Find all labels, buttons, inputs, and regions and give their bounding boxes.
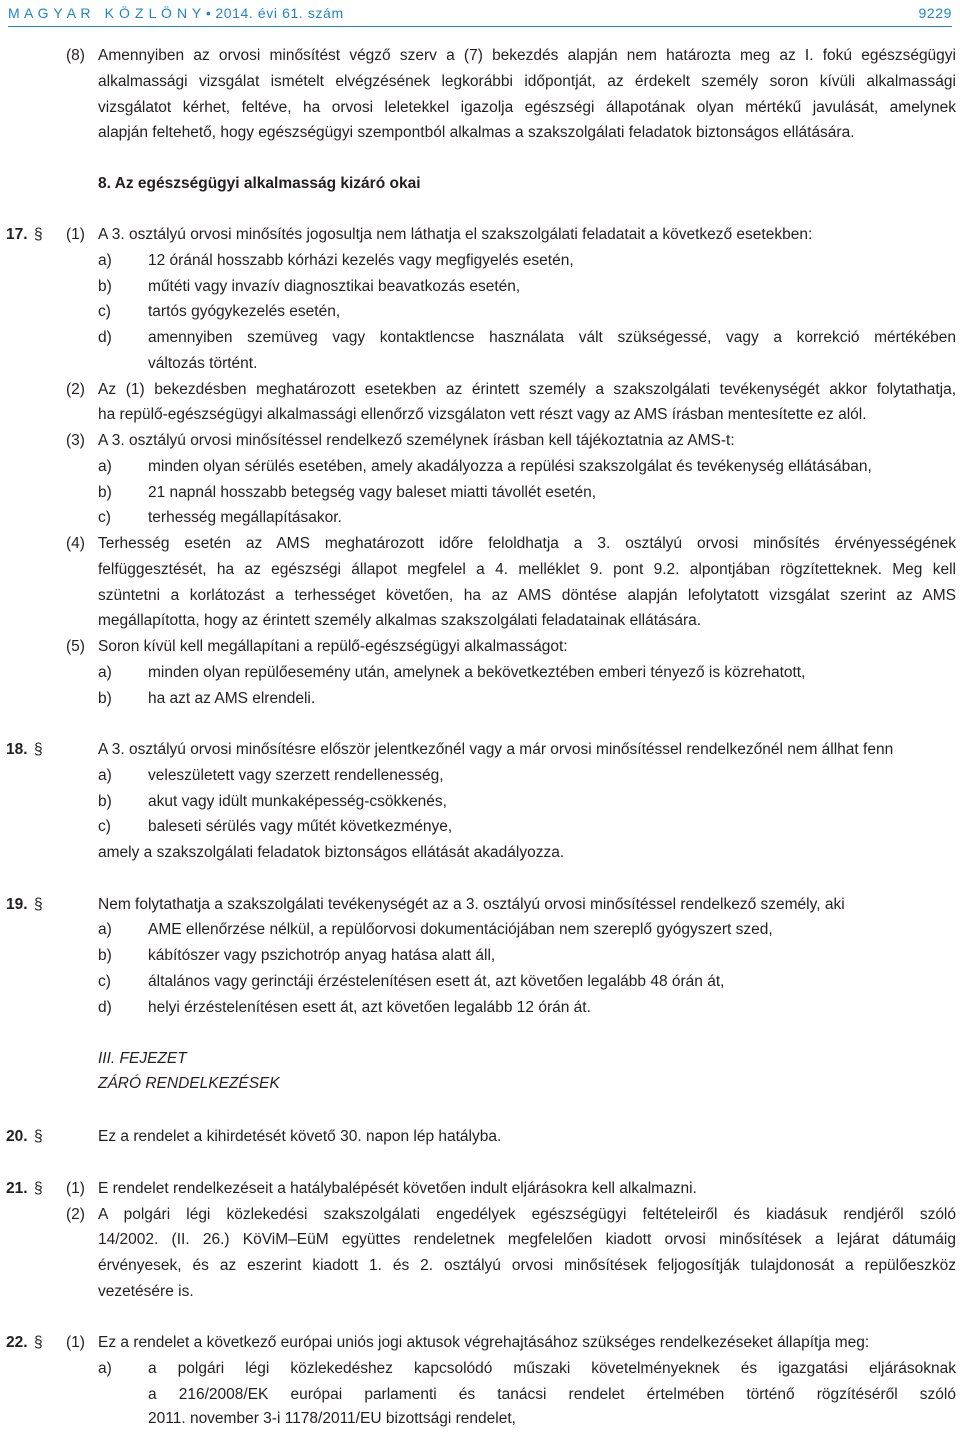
paragraph-text: Amennyiben az orvosi minősítést végző szerv a (7) bekezdés alapján nem határozta meg az I. fokú egészségügyi xyxy=(98,47,956,64)
paragraph-text: A 3. osztályú orvosi minősítéssel rendelkező személynek írásban kell tájékoztatnia az AMS-t: xyxy=(98,432,735,449)
running-head xyxy=(8,5,344,21)
list-item xyxy=(0,480,960,506)
paragraph-text: Soron kívül kell megállapítani a repülő-egészségügyi alkalmasságot: xyxy=(98,638,568,655)
chapter-number xyxy=(0,1046,960,1072)
item-text: általános vagy gerinctáji érzéstelenítésen esett át, azt követően legalább 48 órán át, xyxy=(148,973,725,990)
item-label: b) xyxy=(98,278,112,295)
subtitle-text: 8. Az egészségügyi alkalmasság kizáró okai xyxy=(98,175,421,192)
item-label: a) xyxy=(98,664,112,681)
text-line xyxy=(0,634,960,660)
item-text: ha azt az AMS elrendeli. xyxy=(148,690,316,707)
paragraph-text: E rendelet rendelkezéseit a hatálybalépését követően indult eljárásokra kell alkalmazni. xyxy=(98,1180,697,1197)
paragraph-number: (2) xyxy=(66,381,85,398)
item-label: b) xyxy=(98,793,112,810)
item-label: b) xyxy=(98,690,112,707)
paragraph-text: megállapította, hogy az érintett személy alkalmas szakszolgálati feladatainak ellátására. xyxy=(98,612,702,629)
item-label: d) xyxy=(98,999,112,1016)
paragraph-text: Nem folytathatja a szakszolgálati tevékenységét az a 3. osztályú orvosi minősítéssel rendelkező személy, aki xyxy=(98,896,845,913)
issue-label: 2014. évi 61. szám xyxy=(215,5,344,21)
paragraph-number: (2) xyxy=(66,1206,85,1223)
list-item xyxy=(0,660,960,686)
section-number: 20. xyxy=(6,1128,28,1145)
page-header xyxy=(8,2,952,24)
paragraph-text: alapján feltehető, hogy egészségügyi szempontból alkalmas a szakszolgálati feladatok biztonságos ellátására. xyxy=(98,124,855,141)
text-line xyxy=(0,1382,960,1408)
section-sign: § xyxy=(34,226,43,243)
item-text: 2011. november 3-i 1178/2011/EU bizottsági rendelet, xyxy=(148,1410,516,1427)
item-text: a polgári légi közlekedéshez kapcsolódó műszaki követelményeknek és igazgatási eljárásoknak xyxy=(148,1360,956,1377)
section-sign: § xyxy=(34,1128,43,1145)
paragraph-number: (3) xyxy=(66,432,85,449)
header-divider xyxy=(8,26,952,27)
paragraph-text: szüntetni a korlátozást a terhességet követően, ha az AMS döntése alapján lefolytatott vizsgálat szerint az AMS xyxy=(98,587,956,604)
item-text: amennyiben szemüveg vagy kontaktlencse használata vált szükségessé, vagy a korrekció mértékében xyxy=(148,329,956,346)
text-line xyxy=(0,120,960,146)
item-label: a) xyxy=(98,921,112,938)
list-item xyxy=(0,248,960,274)
section-number: 22. xyxy=(6,1334,28,1351)
text-line xyxy=(0,377,960,403)
item-label: a) xyxy=(98,252,112,269)
text-line xyxy=(0,1279,960,1305)
paragraph-number: (1) xyxy=(66,1180,85,1197)
text-line xyxy=(0,531,960,557)
item-label: c) xyxy=(98,303,111,320)
paragraph-number: (4) xyxy=(66,535,85,552)
text-line xyxy=(0,402,960,428)
paragraph-text: ha repülő-egészségügyi alkalmassági ellenőrző vizsgálaton vett részt vagy az AMS írásban mentesítette ez alól. xyxy=(98,406,867,423)
list-item xyxy=(0,274,960,300)
list-item xyxy=(0,814,960,840)
item-text: akut vagy idült munkaképesség-csökkenés, xyxy=(148,793,447,810)
item-label: c) xyxy=(98,818,111,835)
item-label: c) xyxy=(98,509,111,526)
text-line xyxy=(0,840,960,866)
page-number: 9229 xyxy=(918,5,952,21)
chapter-title-text: ZÁRÓ RENDELKEZÉSEK xyxy=(98,1075,280,1092)
list-item xyxy=(0,325,960,351)
item-text: helyi érzéstelenítésen esett át, azt követően legalább 12 órán át. xyxy=(148,999,591,1016)
list-item xyxy=(0,1356,960,1382)
item-label: b) xyxy=(98,947,112,964)
text-line xyxy=(0,1330,960,1356)
section-subtitle xyxy=(0,171,960,197)
list-item xyxy=(0,763,960,789)
text-line xyxy=(0,557,960,583)
text-line xyxy=(0,69,960,95)
text-line xyxy=(0,222,960,248)
paragraph-number: (8) xyxy=(66,47,85,64)
paragraph-text: vezetésére is. xyxy=(98,1283,194,1300)
text-line xyxy=(0,351,960,377)
closing-text: amely a szakszolgálati feladatok biztonságos ellátását akadályozza. xyxy=(98,844,565,861)
item-label: c) xyxy=(98,973,111,990)
paragraph-text: alkalmassági vizsgálat ismételt elvégzésének legkorábbi időpontját, az érdekelt személy soron kívüli alkalmassági xyxy=(98,73,956,90)
paragraph-text: Az (1) bekezdésben meghatározott esetekben az érintett személy a szakszolgálati tevékenységét akkor folytathatja, xyxy=(98,381,956,398)
text-line xyxy=(0,1253,960,1279)
section-number: 18. xyxy=(6,741,28,758)
paragraph-text: Ez a rendelet a kihirdetését követő 30. napon lép hatályba. xyxy=(98,1128,502,1145)
text-line xyxy=(0,1202,960,1228)
text-line xyxy=(0,1227,960,1253)
list-item xyxy=(0,943,960,969)
list-item xyxy=(0,505,960,531)
text-line xyxy=(0,737,960,763)
item-text: 21 napnál hosszabb betegség vagy baleset miatti távollét esetén, xyxy=(148,484,597,501)
item-label: a) xyxy=(98,767,112,784)
item-text: baleseti sérülés vagy műtét következménye, xyxy=(148,818,453,835)
item-text: tartós gyógykezelés esetén, xyxy=(148,303,341,320)
paragraph-text: 14/2002. (II. 26.) KöViM–EüM együttes rendeletnek megfelelően kiadott orvosi minősítések a lejárat dátumáig xyxy=(98,1231,956,1248)
list-item xyxy=(0,789,960,815)
item-label: b) xyxy=(98,484,112,501)
paragraph-text: felfüggesztését, ha az egészségi állapot megfelel a 4. melléklet 9. pont 9.2. alpontjában rögzítetteknek. Meg kell xyxy=(98,561,956,578)
paragraph-text: vizsgálatot kérhet, feltéve, ha orvosi leletekkel igazolja egészségi állapotának olyan mértékű javulását, amelynek xyxy=(98,99,956,116)
section-sign: § xyxy=(34,1180,43,1197)
list-item xyxy=(0,969,960,995)
paragraph-text: A 3. osztályú orvosi minősítésre először jelentkezőnél vagy a már orvosi minősítéssel rendelkezőnél nem állhat fenn xyxy=(98,741,894,758)
text-line xyxy=(0,608,960,634)
section-sign: § xyxy=(34,896,43,913)
paragraph-number: (5) xyxy=(66,638,85,655)
paragraph-text: Terhesség esetén az AMS meghatározott időre feloldhatja a 3. osztályú orvosi minősítés érvényességének xyxy=(98,535,956,552)
chapter-title xyxy=(0,1071,960,1097)
item-text: AME ellenőrzése nélkül, a repülőorvosi dokumentációjában nem szereplő gyógyszert szed, xyxy=(148,921,773,938)
paragraph-text: érvényesek, és az eszerint kiadott 1. és 2. osztályú orvosi minősítések feljogosítják tulajdonosát a repülőeszköz xyxy=(98,1257,956,1274)
item-label: a) xyxy=(98,458,112,475)
item-text: 12 óránál hosszabb kórházi kezelés vagy megfigyelés esetén, xyxy=(148,252,574,269)
text-line xyxy=(0,1406,960,1432)
paragraph-text: Ez a rendelet a következő európai uniós jogi aktusok végrehajtásához szükséges rendelkezéseket állapítja meg: xyxy=(98,1334,870,1351)
text-line xyxy=(0,892,960,918)
item-text: terhesség megállapításakor. xyxy=(148,509,342,526)
list-item xyxy=(0,917,960,943)
item-text: műtéti vagy invazív diagnosztikai beavatkozás esetén, xyxy=(148,278,521,295)
section-number: 21. xyxy=(6,1180,28,1197)
item-label: a) xyxy=(98,1360,112,1377)
item-text: minden olyan sérülés esetében, amely akadályozza a repülési szakszolgálat és tevékenység ellátásában, xyxy=(148,458,872,475)
list-item xyxy=(0,686,960,712)
paragraph-number: (1) xyxy=(66,1334,85,1351)
text-line xyxy=(0,1176,960,1202)
section-number: 17. xyxy=(6,226,28,243)
item-label: d) xyxy=(98,329,112,346)
section-number: 19. xyxy=(6,896,28,913)
text-line xyxy=(0,95,960,121)
item-text: minden olyan repülőesemény után, amelynek a bekövetkeztében emberi tényező is közrehatott, xyxy=(148,664,806,681)
paragraph-number: (1) xyxy=(66,226,85,243)
item-text-continued: változás történt. xyxy=(148,355,258,372)
list-item xyxy=(0,995,960,1021)
text-line xyxy=(0,428,960,454)
text-line xyxy=(0,1124,960,1150)
header-bullet: • xyxy=(205,5,212,21)
list-item xyxy=(0,454,960,480)
paragraph-text: A 3. osztályú orvosi minősítés jogosultja nem láthatja el szakszolgálati feladatait a következő esetekben: xyxy=(98,226,813,243)
item-text: a 216/2008/EK európai parlamenti és tanácsi rendelet értelmében történő rögzítéséről szóló xyxy=(148,1386,956,1403)
item-text: veleszületett vagy szerzett rendellenesség, xyxy=(148,767,444,784)
journal-title: M A G Y A R K Ö Z L Ö N Y xyxy=(8,5,202,21)
text-line xyxy=(0,43,960,69)
list-item xyxy=(0,299,960,325)
section-sign: § xyxy=(34,1334,43,1351)
text-line xyxy=(0,583,960,609)
section-sign: § xyxy=(34,741,43,758)
paragraph-text: A polgári légi közlekedési szakszolgálati engedélyek egészségügyi feltételeiről és kiadásuk rendjéről szóló xyxy=(98,1206,956,1223)
chapter-number-text: III. FEJEZET xyxy=(98,1050,187,1067)
item-text: kábítószer vagy pszichotróp anyag hatása alatt áll, xyxy=(148,947,496,964)
